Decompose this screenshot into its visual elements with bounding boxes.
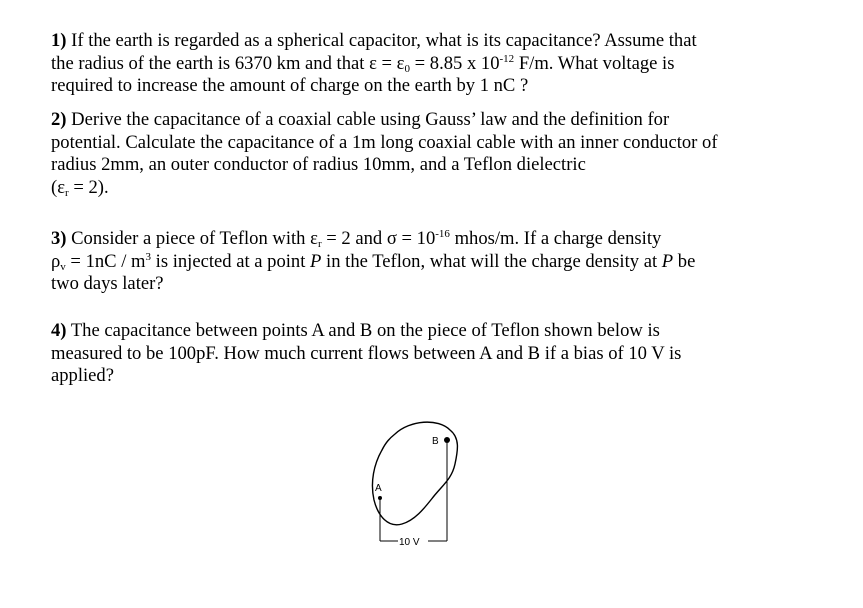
- problem-4-text-2: measured to be 100pF. How much current flows between A and B if a bias of 10 V is: [51, 342, 682, 364]
- teflon-diagram: [360, 412, 480, 552]
- problem-2-line-2: [51, 132, 841, 155]
- problem-2-line-4: [51, 177, 841, 200]
- problem-3-text-2b: = 1nC / m: [65, 250, 146, 272]
- problem-4: [51, 320, 841, 388]
- eps0-exponent: -12: [499, 52, 515, 65]
- point-b-label: B: [432, 436, 439, 447]
- problem-2-text-2: potential. Calculate the capacitance of a 1m long coaxial cable with an inner conductor of: [51, 131, 718, 153]
- teflon-blob-outline: [372, 422, 457, 525]
- problem-3-text-2d: in the Teflon, what will the charge density at: [321, 250, 662, 272]
- eps-r-subscript-3: r: [317, 238, 322, 250]
- problem-2-line-3: [51, 154, 841, 177]
- m-exponent: 3: [145, 250, 151, 263]
- problem-3-text-2e: be: [673, 250, 696, 272]
- problem-1-line-1: [51, 30, 841, 53]
- rho-subscript: v: [60, 260, 66, 273]
- problem-1-line-3: [51, 75, 841, 98]
- problem-1: [51, 30, 841, 98]
- problem-2-line-1: [51, 109, 841, 132]
- problem-1-line-2: [51, 53, 841, 76]
- problem-3-line-1: [51, 228, 841, 251]
- problem-1-text-3: required to increase the amount of charge on the earth by 1 nC ?: [51, 75, 529, 96]
- problem-4-number: 4): [51, 320, 67, 341]
- eps-r-subscript: r: [65, 186, 69, 199]
- problem-1-number: 1): [51, 30, 67, 51]
- problem-2-text-5: = 2).: [68, 176, 109, 198]
- problem-3: [51, 228, 841, 296]
- problem-2-text-1: Derive the capacitance of a coaxial cable using Gauss’ law and the definition for: [71, 109, 670, 130]
- problem-1-text-2: the radius of the earth is 6370 km and that ε = ε: [51, 52, 405, 74]
- problem-2: [51, 109, 841, 199]
- problem-3-text-3: two days later?: [51, 273, 164, 294]
- voltage-label: 10 V: [399, 537, 420, 548]
- problem-3-text-1b: = 2 and σ = 10: [321, 228, 436, 249]
- problem-2-text-4: (ε: [51, 176, 65, 198]
- problem-1-text-2-tail: F/m. What voltage is: [514, 52, 675, 74]
- rho-symbol: ρ: [51, 250, 61, 272]
- eps0-value: = 8.85 x 10: [409, 52, 500, 74]
- problem-4-line-2: [51, 343, 841, 366]
- point-p: P: [310, 250, 322, 272]
- problem-4-text-1: The capacitance between points A and B on the piece of Teflon shown below is: [70, 320, 660, 341]
- problem-1-text-1: If the earth is regarded as a spherical capacitor, what is its capacitance? Assume that: [71, 30, 697, 51]
- problem-2-text-3: radius 2mm, an outer conductor of radius 10mm, and a Teflon dielectric: [51, 154, 586, 175]
- problem-2-number: 2): [51, 109, 67, 130]
- teflon-figure: [360, 412, 480, 552]
- problem-4-text-3: applied?: [51, 365, 114, 386]
- problem-3-line-3: [51, 273, 841, 296]
- point-a-label: A: [375, 483, 382, 494]
- problem-3-text-1c: mhos/m. If a charge density: [449, 228, 662, 249]
- problem-3-text-2c: is injected at a point: [151, 250, 311, 272]
- point-p-2: P: [661, 250, 674, 272]
- problem-3-text-1a: Consider a piece of Teflon with ε: [71, 228, 318, 249]
- problem-3-line-2: [51, 251, 841, 274]
- problem-3-number: 3): [51, 228, 67, 249]
- problem-4-line-3: [51, 365, 841, 388]
- sigma-exponent: -16: [435, 228, 450, 240]
- problem-4-line-1: [51, 320, 841, 343]
- eps0-subscript: 0: [404, 62, 410, 75]
